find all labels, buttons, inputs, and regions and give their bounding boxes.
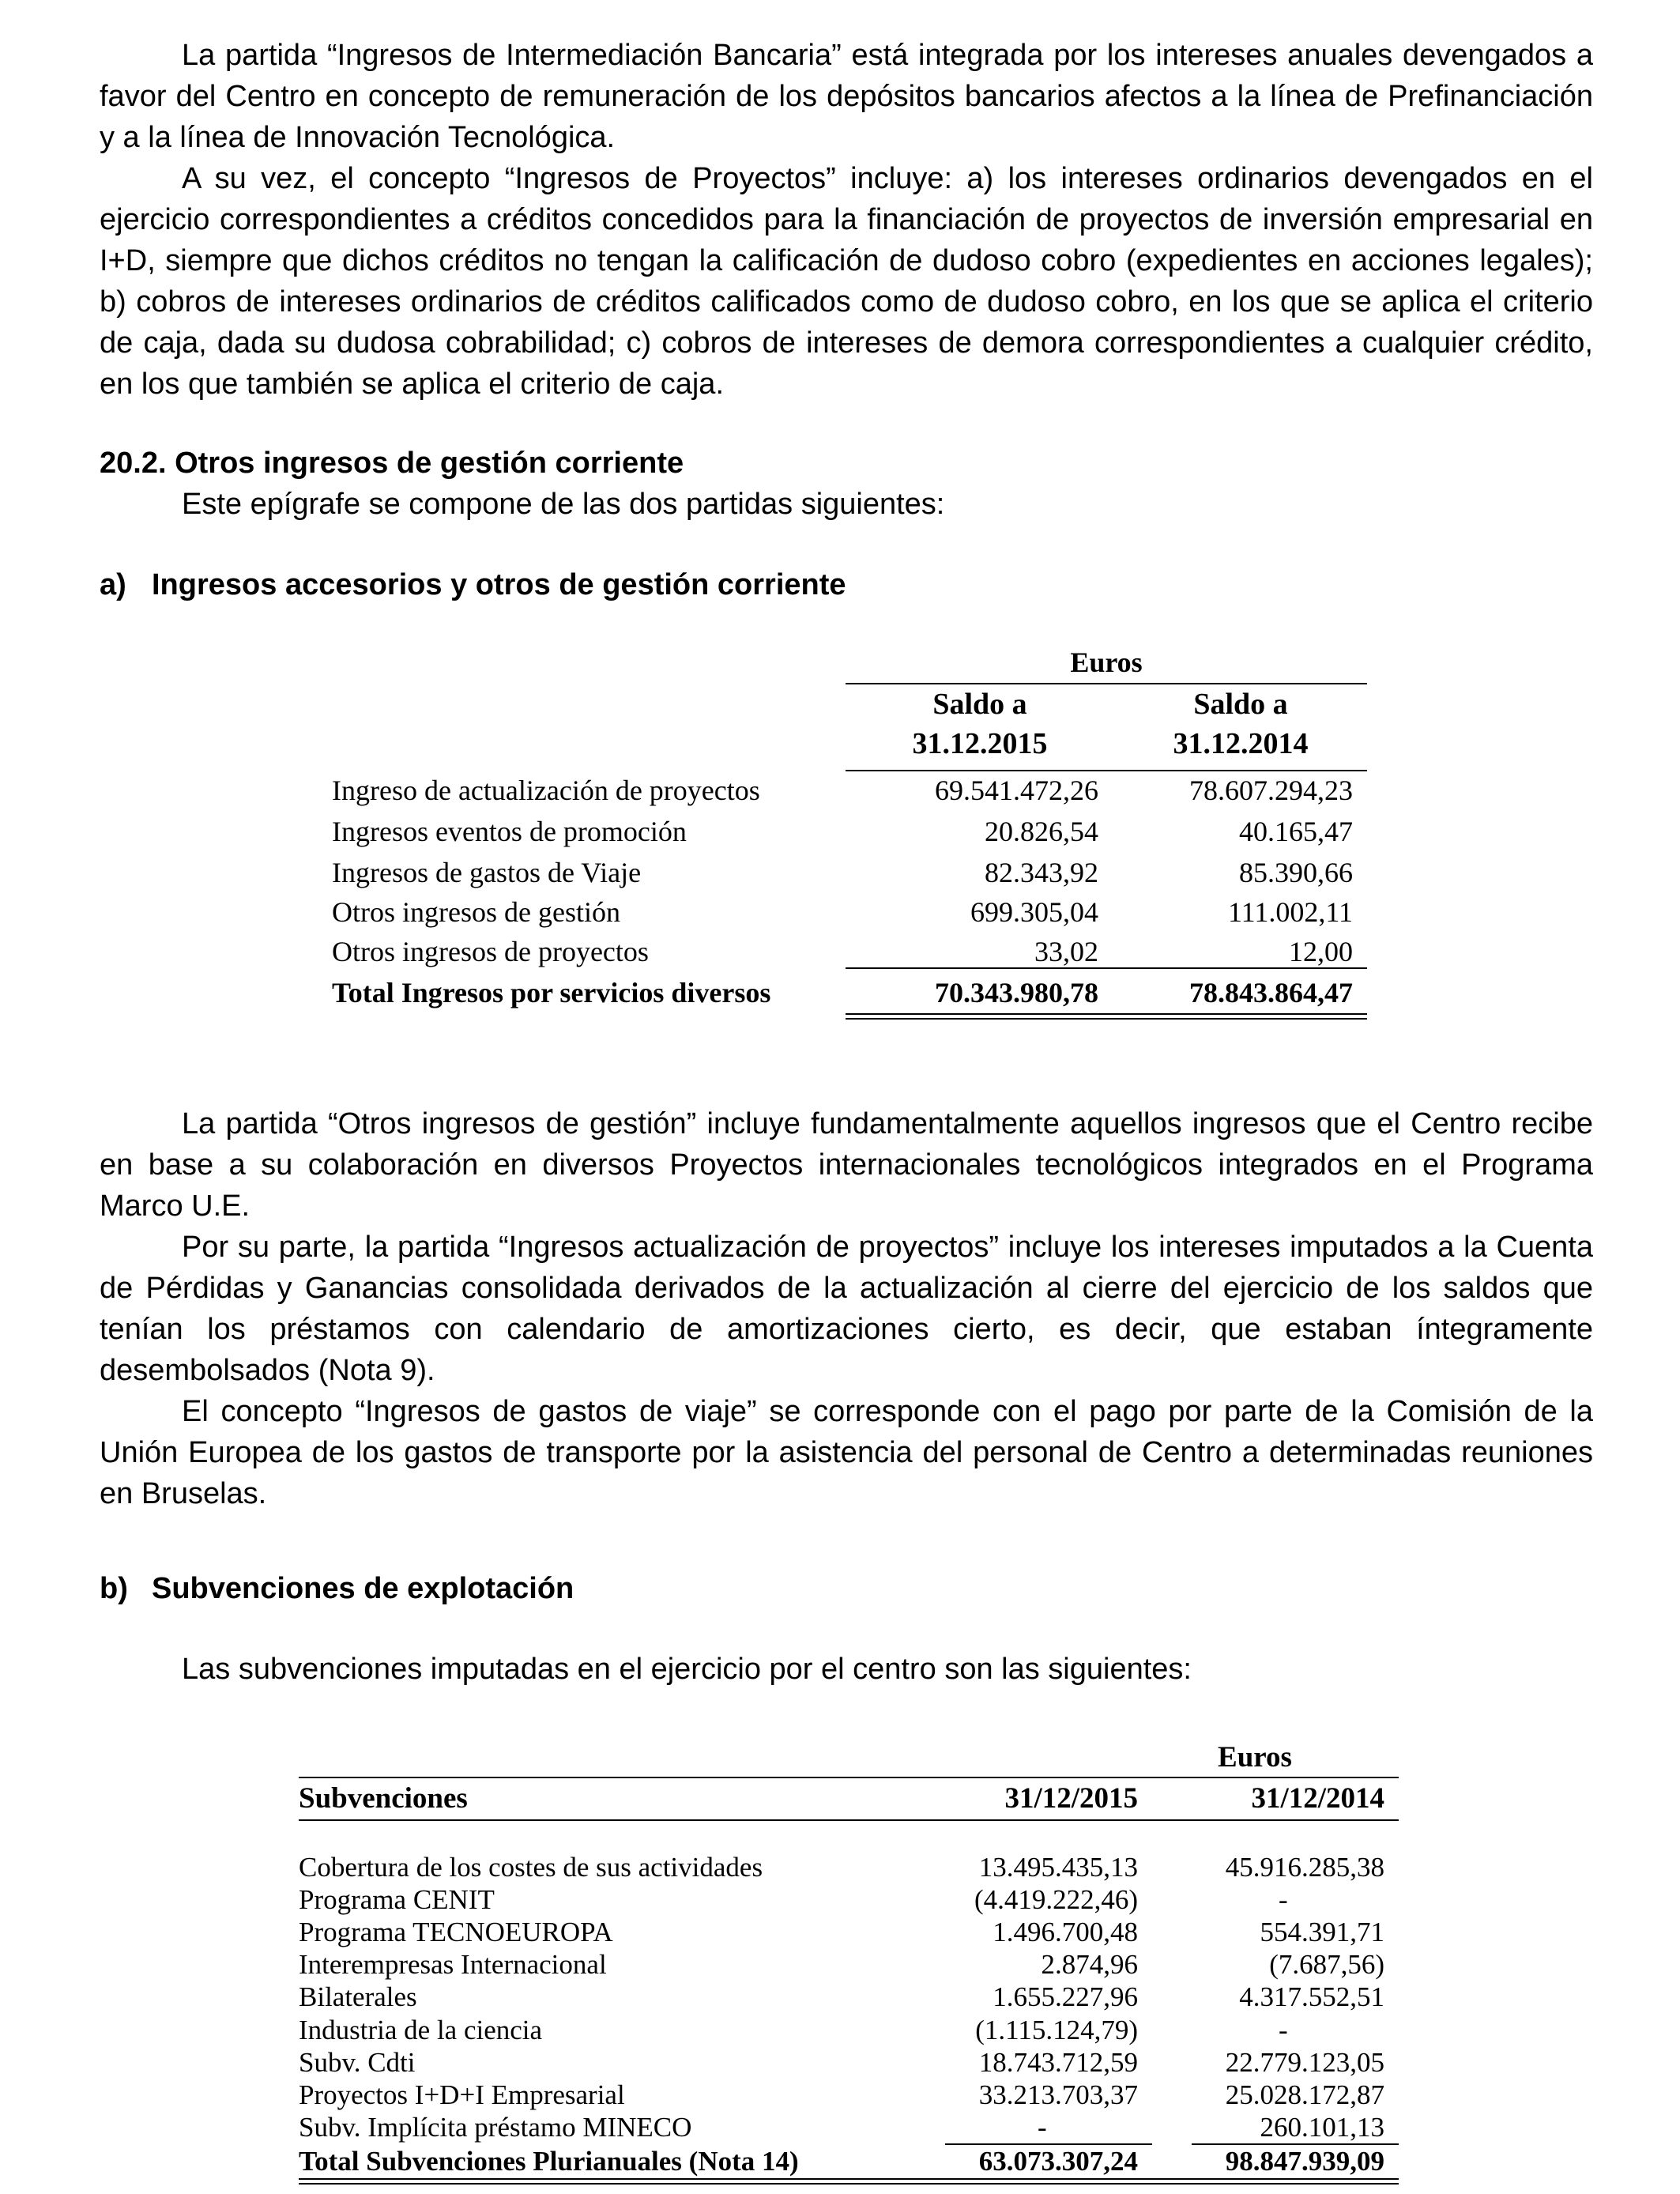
- value-2015: (4.419.222,46): [974, 1884, 1138, 1915]
- table-b-double-rule-bottom: [299, 2183, 1399, 2185]
- table-row: Programa CENIT (4.419.222,46) -: [299, 1884, 1288, 1915]
- table-a-double-rule-bottom: [846, 1018, 1367, 1020]
- value-2015: 18.743.712,59: [978, 2047, 1138, 2078]
- value-2014: 22.779.123,05: [1225, 2047, 1384, 2078]
- table-row: [299, 2046, 1399, 2079]
- section-title: 20.2. Otros ingresos de gestión corriente: [100, 447, 684, 480]
- row-label: Subv. Cdti: [299, 2047, 416, 2078]
- row-label: Ingresos eventos de promoción: [332, 816, 687, 847]
- table-row: [299, 1851, 1399, 1883]
- section-intro: Este epígrafe se compone de las dos partidas siguientes:: [182, 488, 945, 521]
- row-label: Cobertura de los costes de sus actividades: [299, 1852, 763, 1883]
- table-row: [332, 892, 1367, 933]
- intro-text: [100, 35, 1593, 405]
- value-2014: 85.390,66: [1239, 857, 1353, 888]
- row-label: Ingresos de gastos de Viaje: [332, 857, 642, 888]
- value-2014: 78.607.294,23: [1189, 775, 1353, 806]
- total-2015: 70.343.980,78: [935, 977, 1098, 1008]
- paragraph-actualizacion: Por su parte, la partida “Ingresos actualización de proyectos” incluye los intereses imputados a la Cuenta de Pérdidas y Ganancias consolidada derivados de la actualización al cierre del ejercicio de los saldos que tenían los préstamos con calendario de amortizaciones cierto, es decir, que estaban íntegramente desembolsados (Nota 9).: [100, 1231, 1593, 1387]
- table-a-col-2015-line2: 31.12.2015: [912, 727, 1048, 760]
- total-label: Total Ingresos por servicios diversos: [332, 977, 771, 1008]
- row-label: Programa CENIT: [299, 1884, 495, 1915]
- table-b-currency-header: Euros: [1218, 1741, 1292, 1774]
- value-2015: 699.305,04: [970, 896, 1098, 928]
- value-2014: 4.317.552,51: [1239, 1981, 1384, 2012]
- paragraph-gastos-viaje: El concepto “Ingresos de gastos de viaje” se corresponde con el pago por parte de la Comisión de la Unión Europea de los gastos de transporte por la asistencia del personal de Centro a determinadas reuniones en Bruselas.: [100, 1395, 1593, 1510]
- row-label: Programa TECNOEUROPA: [299, 1917, 613, 1947]
- value-2015: (1.115.124,79): [975, 2015, 1138, 2045]
- subsection-b-letter: b): [100, 1572, 128, 1605]
- table-b-col-subvenciones: Subvenciones: [299, 1782, 468, 1815]
- value-2015: 20.826,54: [985, 816, 1098, 847]
- total-2015: 63.073.307,24: [978, 2146, 1138, 2177]
- table-a-col-2015: [853, 684, 1106, 763]
- table-total-row: [299, 2145, 1399, 2177]
- table-a-col-2015-line1: Saldo a: [932, 688, 1027, 721]
- value-2014: 25.028.172,87: [1225, 2079, 1384, 2110]
- paragraph-otros-ingresos: La partida “Otros ingresos de gestión” incluye fundamentalmente aquellos ingresos que el Centro recibe en base a su colaboración en diversos Proyectos internacionales tecnológicos integrados en el Programa Marco U.E.: [100, 1107, 1593, 1223]
- value-2015: 69.541.472,26: [935, 775, 1098, 806]
- subsection-a-letter: a): [100, 568, 126, 601]
- table-row: [332, 770, 1367, 811]
- table-b-col-2015: 31/12/2015: [1004, 1782, 1138, 1815]
- table-row: [299, 1981, 1399, 2013]
- row-label: Otros ingresos de gestión: [332, 896, 620, 928]
- table-b-double-rule-top: [299, 2178, 1399, 2180]
- table-b-col-2014: 31/12/2014: [1251, 1782, 1384, 1815]
- table-a-currency-header: Euros: [846, 642, 1367, 684]
- row-label: Bilaterales: [299, 1981, 417, 2012]
- explanatory-text: [100, 1103, 1593, 1514]
- table-total-row: [332, 972, 1367, 1013]
- value-2015: 33,02: [1034, 936, 1098, 967]
- table-row: Industria de la ciencia (1.115.124,79) -: [299, 2015, 1288, 2045]
- table-row: [299, 2079, 1399, 2111]
- table-a-col-2014-line1: Saldo a: [1193, 688, 1288, 721]
- value-2015: 2.874,96: [1041, 1949, 1138, 1980]
- row-label: Ingreso de actualización de proyectos: [332, 775, 760, 806]
- subsection-a-text: Ingresos accesorios y otros de gestión corriente: [152, 568, 846, 601]
- paragraph-proyectos: A su vez, el concepto “Ingresos de Proyectos” incluye: a) los intereses ordinarios devengados en el ejercicio correspondientes a créditos concedidos para la financiación de proyectos de inversión empresarial en I+D, siempre que dichos créditos no tengan la calificación de dudoso cobro (expedientes en acciones legales); b) cobros de intereses ordinarios de créditos calificados como de dudoso cobro, en los que se aplica el criterio de caja, dada su dudosa cobrabilidad; c) cobros de intereses de demora correspondientes a cualquier crédito, en los que también se aplica el criterio de caja.: [100, 162, 1593, 401]
- subsection-b-text: Subvenciones de explotación: [152, 1572, 574, 1605]
- row-label: Subv. Implícita préstamo MINECO: [299, 2112, 692, 2143]
- subsection-a-title: [100, 564, 846, 605]
- value-2015: 33.213.703,37: [978, 2079, 1138, 2110]
- table-row: Subv. Implícita préstamo MINECO - 260.101,13: [299, 2112, 1384, 2143]
- value-2015: 13.495.435,13: [978, 1852, 1138, 1883]
- table-a-col-2014: [1114, 684, 1367, 763]
- subsection-b-title: [100, 1568, 574, 1609]
- value-2015: 82.343,92: [985, 857, 1098, 888]
- value-2015: 1.655.227,96: [993, 1981, 1138, 2012]
- table-a-col-2014-line2: 31.12.2014: [1173, 727, 1309, 760]
- value-2014: 554.391,71: [1260, 1917, 1384, 1947]
- table-row: [332, 852, 1367, 893]
- table-b-header-row: [299, 1777, 1399, 1821]
- row-label: Industria de la ciencia: [299, 2015, 543, 2045]
- total-label: Total Subvenciones Plurianuales (Nota 14): [299, 2146, 799, 2177]
- value-2014: 40.165,47: [1239, 816, 1353, 847]
- subsection-b-intro: Las subvenciones imputadas en el ejercicio por el centro son las siguientes:: [182, 1653, 1192, 1686]
- value-2014: 111.002,11: [1228, 896, 1353, 928]
- table-row: [332, 931, 1367, 972]
- table-row: [299, 1916, 1399, 1948]
- total-2014: 78.843.864,47: [1189, 977, 1353, 1008]
- value-2014: 45.916.285,38: [1225, 1852, 1384, 1883]
- value-2015: 1.496.700,48: [993, 1917, 1138, 1947]
- table-row: [332, 811, 1367, 852]
- value-2014: 12,00: [1289, 936, 1353, 967]
- table-row: [299, 1948, 1399, 1981]
- value-2014: (7.687,56): [1269, 1949, 1384, 1980]
- table-a-double-rule-top: [846, 1013, 1367, 1015]
- total-2014: 98.847.939,09: [1225, 2146, 1384, 2177]
- paragraph-intermediacion: La partida “Ingresos de Intermediación Bancaria” está integrada por los intereses anuales devengados a favor del Centro en concepto de remuneración de los depósitos bancarios afectos a la línea de Prefinanciación y a la línea de Innovación Tecnológica.: [100, 39, 1593, 154]
- value-2014: 260.101,13: [1260, 2112, 1384, 2143]
- row-label: Interempresas Internacional: [299, 1949, 607, 1980]
- table-a-subtotal-rule: [846, 967, 1367, 969]
- row-label: Proyectos I+D+I Empresarial: [299, 2079, 625, 2110]
- row-label: Otros ingresos de proyectos: [332, 936, 649, 967]
